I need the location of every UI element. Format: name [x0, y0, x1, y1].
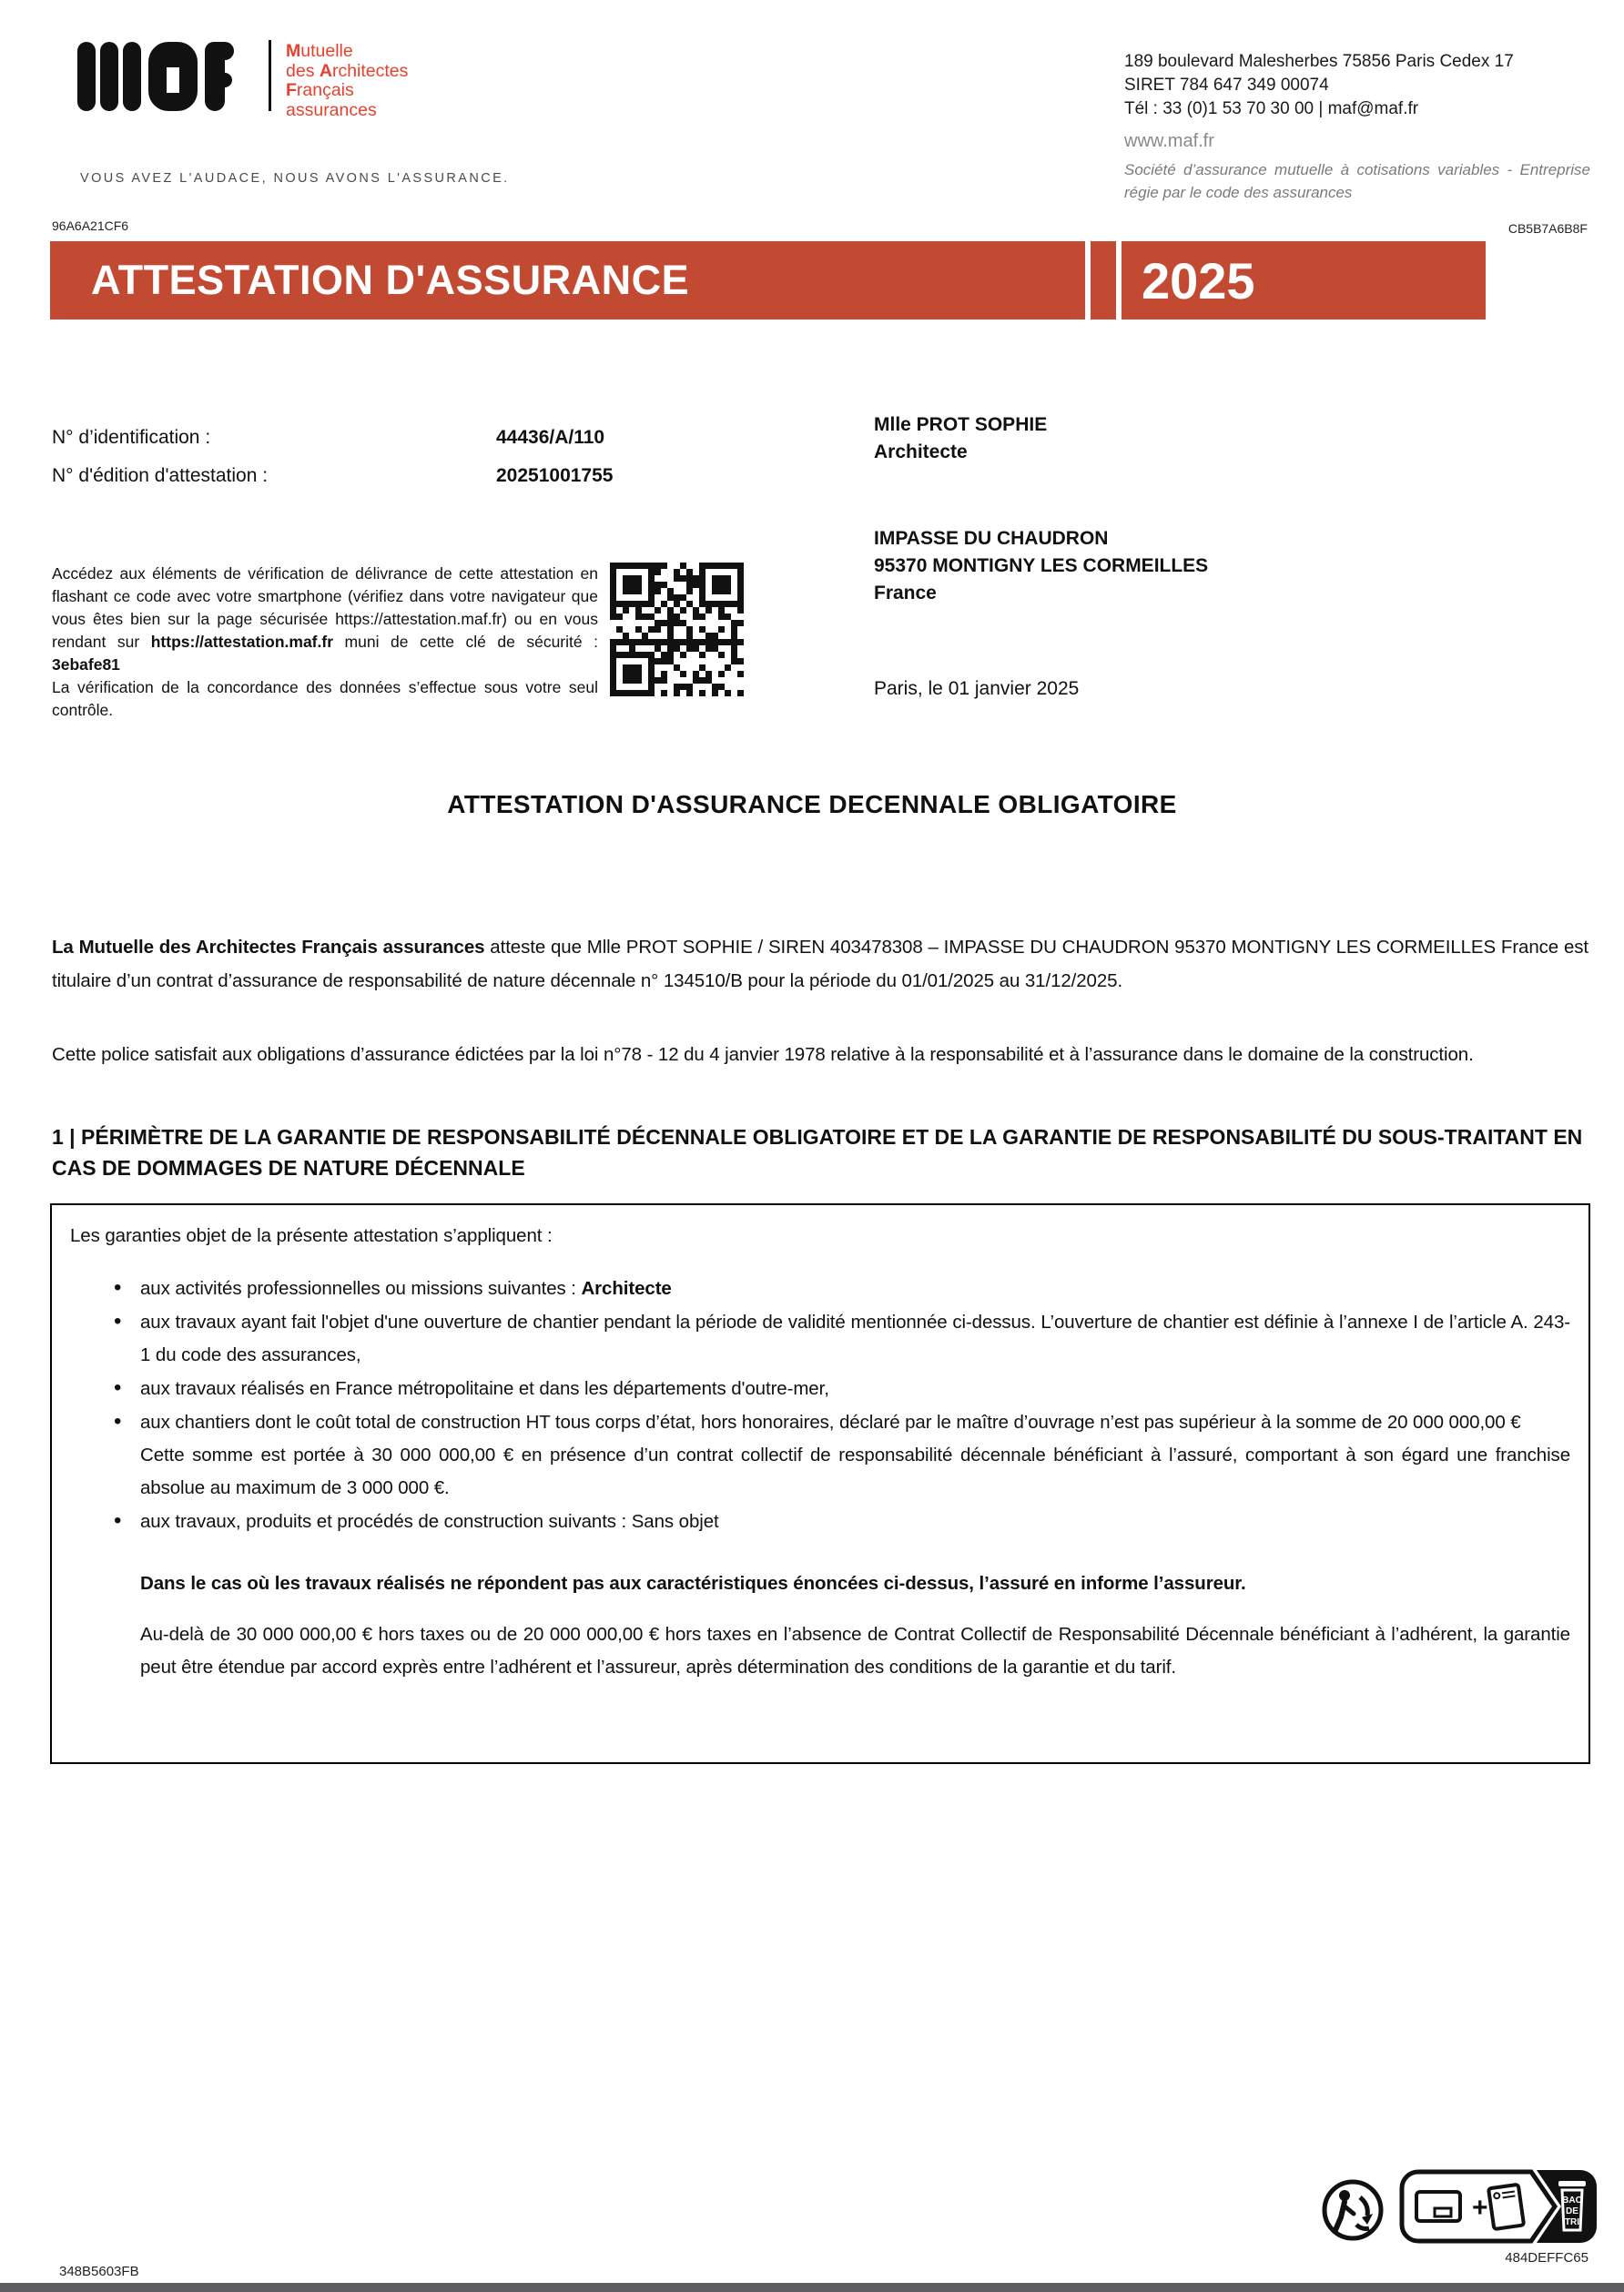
document-title: ATTESTATION D'ASSURANCE DECENNALE OBLIGATOIRE [447, 790, 1177, 818]
identification-value: 44436/A/110 [496, 427, 605, 448]
guarantee-text: aux activités professionnelles ou missions suivantes : [140, 1278, 582, 1299]
banner-year: 2025 [1142, 251, 1255, 309]
obligation-note: Dans le cas où les travaux réalisés ne répondent pas aux caractéristiques énoncées ci-dessus, l’assuré en informe l’assureur. [140, 1573, 1246, 1594]
guarantee-text: Cette somme est portée à 30 000 000,00 € en présence d’un contrat collectif de responsabilité décennale bénéficiant à l’assuré, comportant à son égard une franchise absolue au maximum de 3 000 000 €. [140, 1445, 1570, 1498]
banner-spacer-segment [1091, 241, 1116, 319]
letter-sheet-icon [1488, 2185, 1524, 2229]
tracking-code-bottom-right: 484DEFFC65 [1505, 2250, 1588, 2266]
logo-divider [269, 40, 271, 111]
triman-recycling-icon [1320, 2177, 1385, 2243]
tracking-code-bottom-left: 348B5603FB [59, 2264, 139, 2279]
law-paragraph: Cette police satisfait aux obligations d’assurance édictées par la loi n°78 - 12 du 4 janvier 1978 relative à la responsabilité et à l’assurance dans le domaine de la construction. [52, 1044, 1474, 1065]
recycling-info [1320, 2168, 1599, 2245]
qr-instructions-text [52, 563, 598, 722]
brand-line: utuelle [300, 41, 353, 61]
recipient-title: Architecte [874, 441, 968, 462]
bin-label: BAC [1562, 2196, 1582, 2206]
plus-sign: + [1472, 2193, 1488, 2223]
activity-name: Architecte [581, 1278, 672, 1299]
brand-line: F [286, 80, 297, 100]
address-line: Tél : 33 (0)1 53 70 30 00 | maf@maf.fr [1124, 99, 1419, 118]
section-1-heading: 1 | PÉRIMÈTRE DE LA GARANTIE DE RESPONSABILITÉ DÉCENNALE OBLIGATOIRE ET DE LA GARANTIE DE RESPONSABILITÉ DU SOUS-TRAITANT EN CAS DE DOMMAGES DE NATURE DÉCENNALE [52, 1125, 1583, 1180]
identification-label: N° d’identification : [52, 427, 211, 448]
guarantee-item [70, 1273, 1570, 1305]
maf-logo-icon [77, 40, 234, 113]
guarantee-item: • aux travaux réalisés en France métropolitaine et dans les départements d'outre-mer, [70, 1373, 1570, 1405]
attestation-paragraph [52, 930, 1588, 998]
recipient-address [874, 525, 1208, 607]
edition-label: N° d'édition d'attestation : [52, 465, 269, 486]
recipient-address-line: 95370 MONTIGNY LES CORMEILLES [874, 555, 1209, 576]
company-contact-block [1124, 50, 1590, 204]
recipient-block [874, 411, 1208, 607]
banner-title: ATTESTATION D'ASSURANCE [91, 257, 690, 303]
qr-instructions-part: La vérification de la concordance des données s’effectue sous votre seul contrôle. [52, 678, 598, 719]
identification-row [52, 457, 744, 495]
page-bottom-bar [0, 2283, 1624, 2292]
banner-year-segment [1122, 241, 1486, 319]
brand-line: M [286, 41, 301, 61]
guarantees-list [70, 1273, 1570, 1538]
recipient-name: Mlle PROT SOPHIE [874, 414, 1048, 435]
qr-instructions-part: muni de cette clé de sécurité : [333, 633, 599, 651]
brand-line: rançais [296, 80, 354, 100]
guarantees-intro: Les garanties objet de la présente attestation s’appliquent : [70, 1225, 553, 1246]
verification-url: https://attestation.maf.fr [150, 633, 334, 651]
sorting-instructions-badge [1398, 2168, 1599, 2245]
bin-label: DE [1566, 2206, 1578, 2216]
brand-name [286, 40, 408, 120]
qr-code [610, 563, 744, 696]
place-date-line: Paris, le 01 janvier 2025 [874, 678, 1080, 699]
guarantee-item: • aux travaux, produits et procédés de construction suivants : Sans objet [70, 1506, 1570, 1538]
address-line: 189 boulevard Malesherbes 75856 Paris Cedex 17 [1124, 52, 1514, 71]
insurer-name: La Mutuelle des Architectes Français assurances [52, 937, 485, 958]
maf-logo-block [77, 40, 408, 120]
legal-status-text: Société d’assurance mutuelle à cotisations variables - Entreprise régie par le code des assurances [1124, 161, 1590, 201]
brand-line: assurances [286, 99, 377, 120]
extension-paragraph: Au-delà de 30 000 000,00 € hors taxes ou de 20 000 000,00 € hors taxes en l’absence de Contrat Collectif de Responsabilité Décennale bénéficiant à l’adhérent, la garantie peut être étendue par accord exprès entre l’adhérent et l’assureur, après détermination des conditions de la garantie et du tarif. [140, 1624, 1570, 1678]
recipient-address-line: IMPASSE DU CHAUDRON [874, 528, 1109, 549]
brand-tagline: VOUS AVEZ L'AUDACE, NOUS AVONS L'ASSURANCE. [80, 171, 510, 186]
recipient-address-line: France [874, 583, 937, 603]
brand-line: rchitectes [331, 60, 409, 81]
brand-line: des [286, 60, 320, 81]
banner-title-segment [50, 241, 1085, 319]
guarantee-text: aux chantiers dont le coût total de construction HT tous corps d’état, hors honoraires, déclaré par le maître d’ouvrage n’est pas supérieur à la somme de 20 000 000,00 € [140, 1412, 1521, 1433]
qr-verification-block [52, 563, 744, 722]
website-url: www.maf.fr [1124, 131, 1214, 151]
brand-line: A [319, 60, 332, 81]
guarantee-item [70, 1406, 1570, 1505]
guarantees-box [50, 1203, 1590, 1764]
bin-label: TRI [1564, 2217, 1580, 2227]
address-line: SIRET 784 647 349 00074 [1124, 76, 1329, 95]
identification-block [52, 419, 744, 495]
security-key: 3ebafe81 [52, 655, 120, 674]
guarantee-item: • aux travaux ayant fait l'objet d'une ouverture de chantier pendant la période de validité mentionnée ci-dessus. L’ouverture de chantier est définie à l’annexe I de l’article A. 243-1 du code des assurances, [70, 1306, 1570, 1372]
identification-row [52, 419, 744, 457]
qr-instructions-part: Accédez aux éléments de vérification de délivrance de cette attestation en flashant ce code avec votre smartphone (vérifiez dans votre navigateur que vous êtes bien sur la page sécurisée https://attestation.maf.fr) ou en vous rendant sur [52, 564, 598, 651]
edition-value: 20251001755 [496, 465, 614, 486]
attestation-text: atteste que Mlle PROT SOPHIE / SIREN 403478308 – IMPASSE DU CHAUDRON 95370 MONTIGNY LES CORMEILLES France est titulaire d’un contrat d’assurance de responsabilité de nature décennale n° 134510/B pour la période du 01/01/2025 au 31/12/2025. [52, 937, 1589, 991]
tracking-code-top-left: 96A6A21CF6 [52, 218, 129, 233]
tracking-code-top-right: CB5B7A6B8F [1507, 221, 1588, 236]
